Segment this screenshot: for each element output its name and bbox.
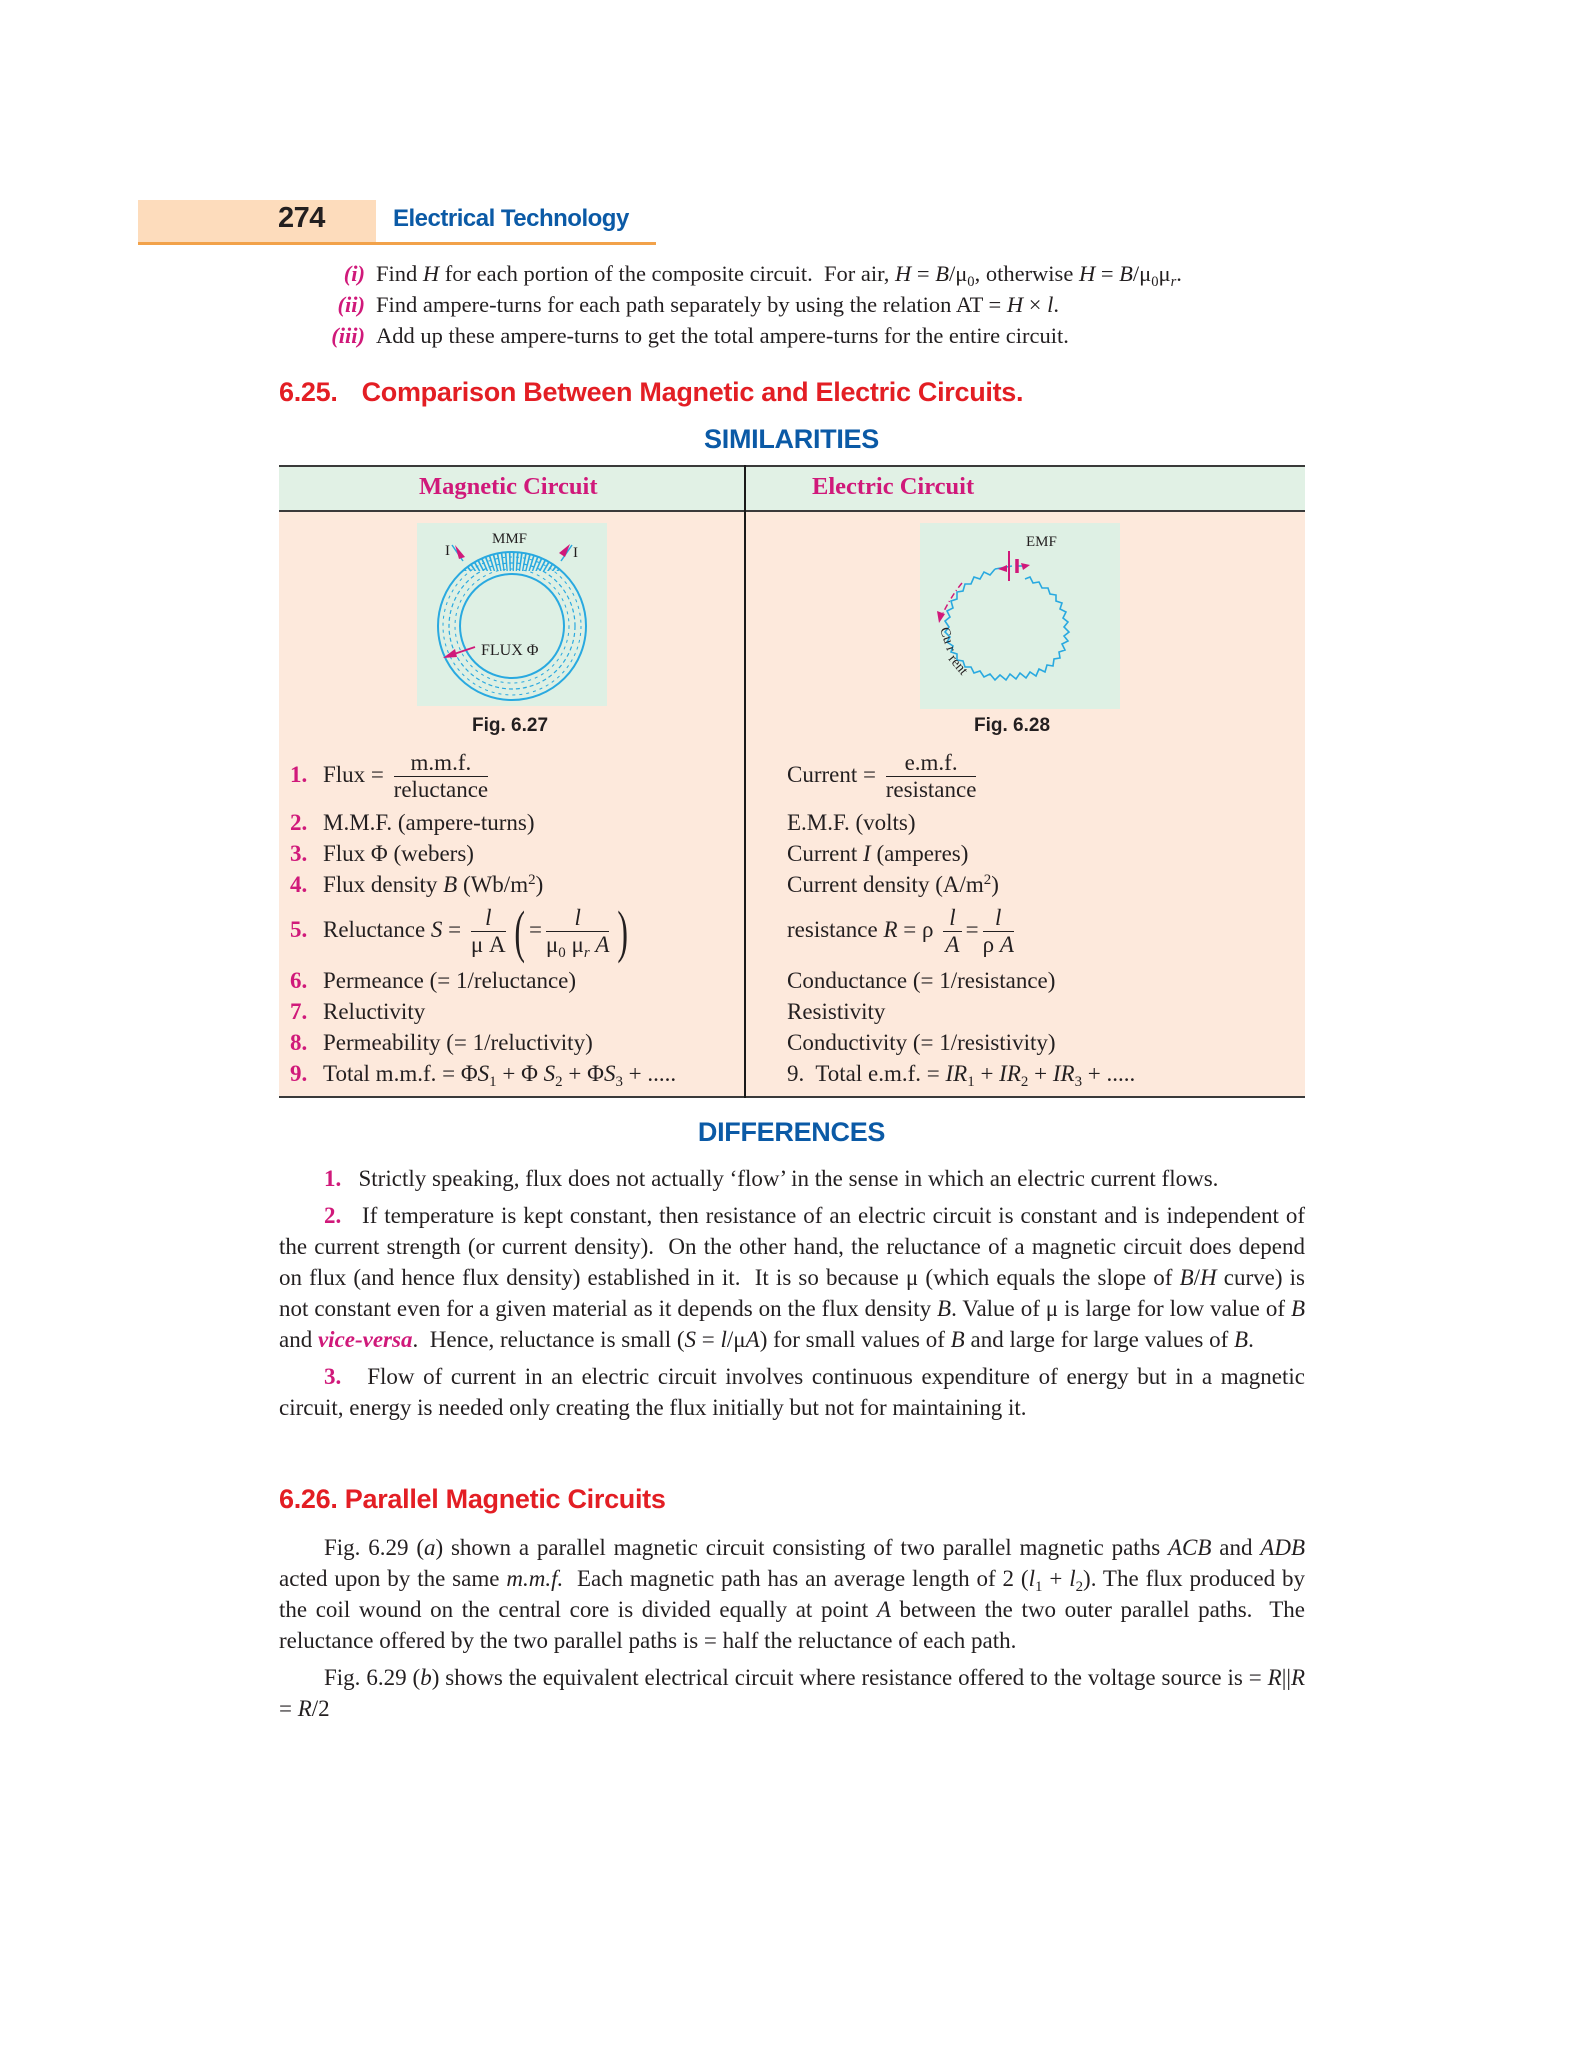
- step-text: Find H for each portion of the composite circuit. For air, $H = B/\mu_0$, otherwise $H = B/\mu_0\mu_r$.: [376, 261, 1182, 291]
- fraction: $\frac{l}{\mu_0 \mu_r A}$: [545, 905, 610, 962]
- difference-item: 1. Strictly speaking, flux does not actually ‘flow’ in the sense in which an electric current flows.: [324, 1166, 1219, 1191]
- step-item: [310, 289, 1310, 320]
- section-number: 6.25.: [279, 377, 338, 407]
- page-number: 274: [278, 202, 325, 234]
- electric-circuit-diagram: [920, 523, 1120, 709]
- section-heading-6-26: [279, 1484, 666, 1515]
- fraction: $\frac{l}{\text{μ A}}$: [470, 905, 506, 957]
- electric-formula-prefix: Current =: [787, 761, 876, 787]
- table-row: 3. Flux Φ (webers): [290, 841, 474, 866]
- table-row: 9. Total e.m.f. = $IR_1 + IR_2 + IR_3$ + .....: [787, 1061, 1136, 1091]
- table-row: [290, 750, 492, 803]
- table-row: [787, 750, 980, 803]
- header-underline: [138, 242, 656, 245]
- figure-caption: Fig. 6.28: [974, 715, 1051, 736]
- section-title: Parallel Magnetic Circuits: [344, 1484, 666, 1514]
- flux-label: FLUX Φ: [481, 642, 539, 659]
- figure-6-27: [417, 523, 607, 706]
- differences-list: [279, 1163, 1305, 1423]
- steps-list: [310, 258, 1310, 351]
- mmf-label: MMF: [492, 531, 528, 547]
- table-row: Conductivity (= 1/resistivity): [787, 1030, 1056, 1055]
- table-header: [279, 465, 1305, 512]
- table-row: resistance R = ρ $\frac{l}{A}$ = $\frac{l}{\text{ρ A}}$: [787, 905, 1014, 957]
- table-row: Conductance (= 1/resistance): [787, 968, 1056, 993]
- fraction: $\frac{l}{A}$: [943, 905, 961, 958]
- column-header-magnetic: Magnetic Circuit: [419, 473, 598, 500]
- emf-label: EMF: [1026, 534, 1057, 550]
- step-text: Find ampere-turns for each path separately by using the relation AT = H × l.: [376, 292, 1059, 317]
- difference-item: 3. Flow of current in an electric circuit involves continuous expenditure of energy but in a magnetic circuit, energy is needed only creating the flux initially but not for maintaining it.: [279, 1364, 1305, 1420]
- svg-text:I: I: [445, 543, 450, 559]
- current-label: Cu r: [936, 625, 959, 654]
- svg-text:I: I: [573, 545, 578, 561]
- book-title: Electrical Technology: [393, 205, 629, 232]
- step-item: [310, 258, 1310, 289]
- step-label: (ii): [337, 292, 365, 317]
- similarities-heading: SIMILARITIES: [704, 424, 879, 454]
- figure-caption: Fig. 6.27: [472, 715, 549, 736]
- table-row: 9. Total m.m.f. = $\Phi S_1 + \Phi$ $S_2 + \Phi S_3$ + .....: [290, 1061, 677, 1091]
- step-item: [310, 320, 1310, 351]
- table-row: Current density $(A/m^2)$: [787, 871, 999, 897]
- table-row: Resistivity: [787, 999, 886, 1024]
- fraction: $\frac{m.m.f.}{\text{reluctance}}$: [393, 750, 489, 802]
- section-heading-6-25: [279, 377, 1023, 408]
- comparison-table: [279, 465, 1305, 1098]
- table-row: 7. Reluctivity: [290, 999, 426, 1024]
- step-label: (iii): [331, 323, 365, 348]
- step-label: (i): [343, 261, 365, 286]
- table-row: 5. Reluctance S = $\frac{l}{\text{μ A}}$ ( = $\frac{l}{\mu_0 \mu_r A}$ ): [290, 898, 629, 964]
- table-row: E.M.F. (volts): [787, 810, 916, 835]
- column-divider: [744, 465, 746, 1098]
- step-text: Add up these ampere-turns to get the total ampere-turns for the entire circuit.: [376, 323, 1069, 348]
- table-row: 6. Permeance (= 1/reluctance): [290, 968, 577, 993]
- column-header-electric: Electric Circuit: [812, 473, 975, 500]
- table-row: 4. Flux density B $(Wb/m^2)$: [290, 871, 544, 897]
- table-row: Current I (amperes): [787, 841, 969, 866]
- fraction: $\frac{l}{\text{ρ A}}$: [982, 905, 1014, 957]
- section-6-26-body: [279, 1532, 1305, 1724]
- table-row: 8. Permeability (= 1/reluctivity): [290, 1030, 593, 1055]
- section-number: 6.26.: [279, 1484, 338, 1514]
- paragraph: Fig. 6.29 (b) shows the equivalent electrical circuit where resistance offered to the voltage source is = R||R = R/2: [279, 1665, 1305, 1721]
- table-row: 2. M.M.F. (ampere-turns): [290, 810, 535, 835]
- difference-item: 2. If temperature is kept constant, then resistance of an electric circuit is constant and is independent of the current strength (or current density). On the other hand, the reluctance of a magnetic circuit does depend on flux (and hence flux density) established in it. It is so because μ (which equals the slope of B/H curve) is not constant even for a given material as it depends on the flux density B. Value of μ is large for low value of B and vice-versa. Hence, reluctance is small (S = l/μA) for small values of B and large for large values of B.: [279, 1203, 1306, 1352]
- figure-6-28: [920, 523, 1120, 709]
- differences-heading: DIFFERENCES: [697, 1117, 886, 1147]
- svg-text:rent: rent: [944, 651, 971, 679]
- fraction: $\frac{e.m.f.}{\text{resistance}}$: [885, 750, 977, 802]
- paragraph: Fig. 6.29 (a) shown a parallel magnetic circuit consisting of two parallel magnetic paths ACB and ADB acted upon by the same m.m.f. Each magnetic path has an average length of 2 $(l_1 + l_2)$. The flux produced by the coil wound on the central core is divided equally at point A between the two outer parallel paths. The reluctance offered by the two parallel paths is = half the reluctance of each path.: [279, 1535, 1306, 1653]
- header-band: [138, 200, 376, 242]
- row-number: 1.: [290, 761, 308, 787]
- section-title: Comparison Between Magnetic and Electric Circuits.: [361, 377, 1024, 407]
- table-body: [279, 512, 1305, 1098]
- magnetic-ring-diagram: [417, 523, 607, 706]
- magnetic-formula-prefix: Flux =: [323, 761, 384, 787]
